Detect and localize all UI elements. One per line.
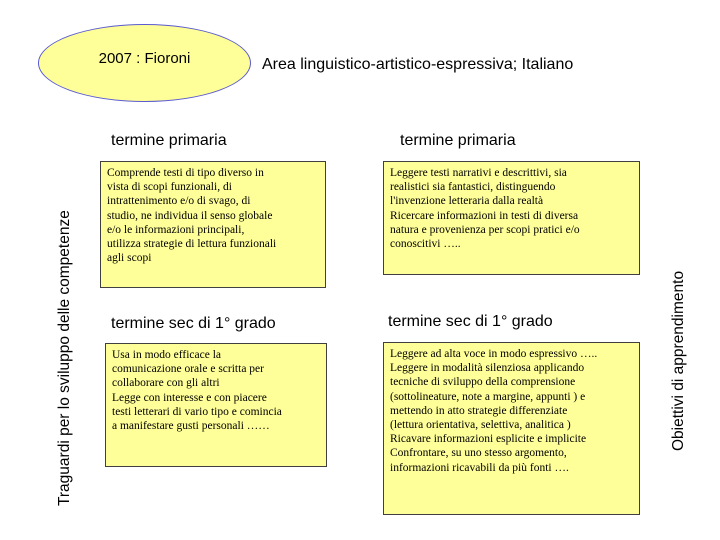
sec-right-heading: termine sec di 1° grado	[388, 313, 553, 330]
traguardi-side-label: Traguardi per lo sviluppo delle competenze	[56, 210, 73, 506]
primaria-obiettivi-box: Leggere testi narrativi e descrittivi, sia realistici sia fantastici, distinguendo l'invenzione letteraria dalla realtà Ricercare informazioni in testi di diversa natura e provenienza per scopi pratici e/o conoscitivi …..	[383, 161, 640, 275]
sec-obiettivi-box: Leggere ad alta voce in modo espressivo ….. Leggere in modalità silenziosa applicando tecniche di sviluppo della comprensione (sottolineature, note a margine, appunti ) e mettendo in atto strategie differenziate (lettura orientativa, selettiva, analitica ) Ricavare informazioni esplicite e implicite Confrontare, su uno stesso argomento, informazioni ricavabili da più fonti ….	[383, 342, 640, 515]
primaria-right-heading: termine primaria	[400, 132, 516, 149]
year-label: 2007 : Fioroni	[98, 50, 191, 67]
page-title: Area linguistico-artistico-espressiva; Italiano	[262, 56, 574, 73]
obiettivi-side-label: Obiettivi di apprendimento	[670, 270, 687, 451]
sec-left-heading: termine sec di 1° grado	[111, 315, 276, 332]
primaria-traguardi-box: Comprende testi di tipo diverso in vista di scopi funzionali, di intrattenimento e/o di svago, di studio, ne individua il senso globale e/o le informazioni principali, utilizza strategie di lettura funzionali agli scopi	[100, 161, 326, 288]
sec-traguardi-box: Usa in modo efficace la comunicazione orale e scritta per collaborare con gli altri Legge con interesse e con piacere testi letterari di vario tipo e comincia a manifestare gusti personali ……	[105, 343, 327, 467]
primaria-left-heading: termine primaria	[111, 132, 227, 149]
